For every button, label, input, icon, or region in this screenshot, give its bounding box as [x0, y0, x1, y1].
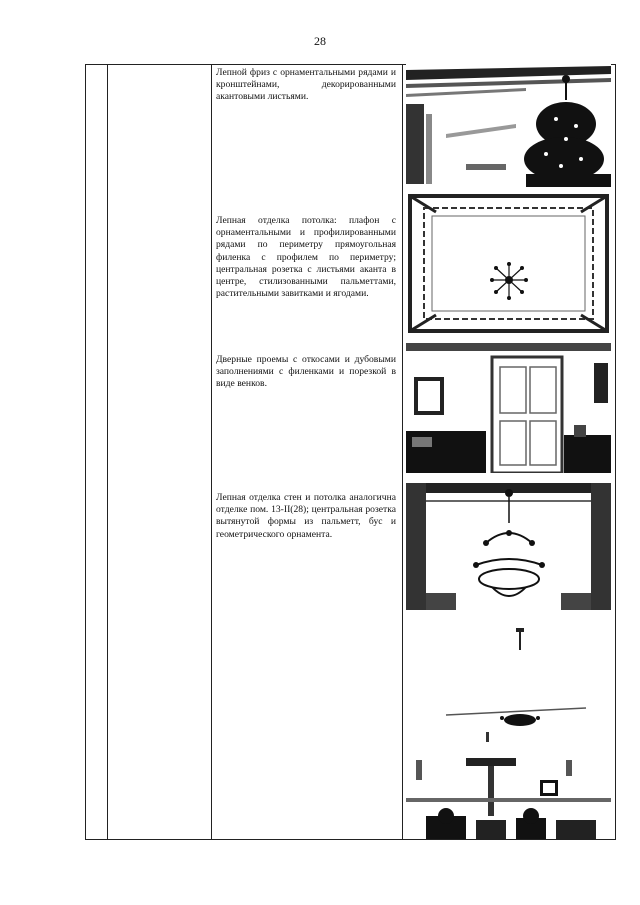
doorway-photo	[406, 343, 611, 473]
room-interior-photo	[406, 620, 611, 839]
page-number: 28	[314, 34, 326, 48]
row-1-description: Лепной фриз с орнаментальными рядами и кронштейнами, декорированными акантовыми листьями.	[216, 67, 396, 103]
row-3-description: Дверные проемы с откосами и дубовыми заполнениями с филенками и порезкой в виде венков.	[216, 354, 396, 390]
row-2-description: Лепная отделка потолка: плафон с орнаментальными и профилированными рядами по периметру прямоугольная филенка с профилем по периметру; центральная розетка с листьями аканта в центре, стилизованными пальметтами, растительными завитками и ягодами.	[216, 215, 396, 300]
ceiling-plafond-photo	[406, 192, 611, 335]
frieze-chandelier-photo	[406, 64, 611, 187]
row-4-description: Лепная отделка стен и потолка аналогична отделке пом. 13-II(28); центральная розетка вытянутой формы из пальметт, бус и геометрического орнамента.	[216, 492, 396, 540]
chandelier-ceiling-photo	[406, 483, 611, 610]
